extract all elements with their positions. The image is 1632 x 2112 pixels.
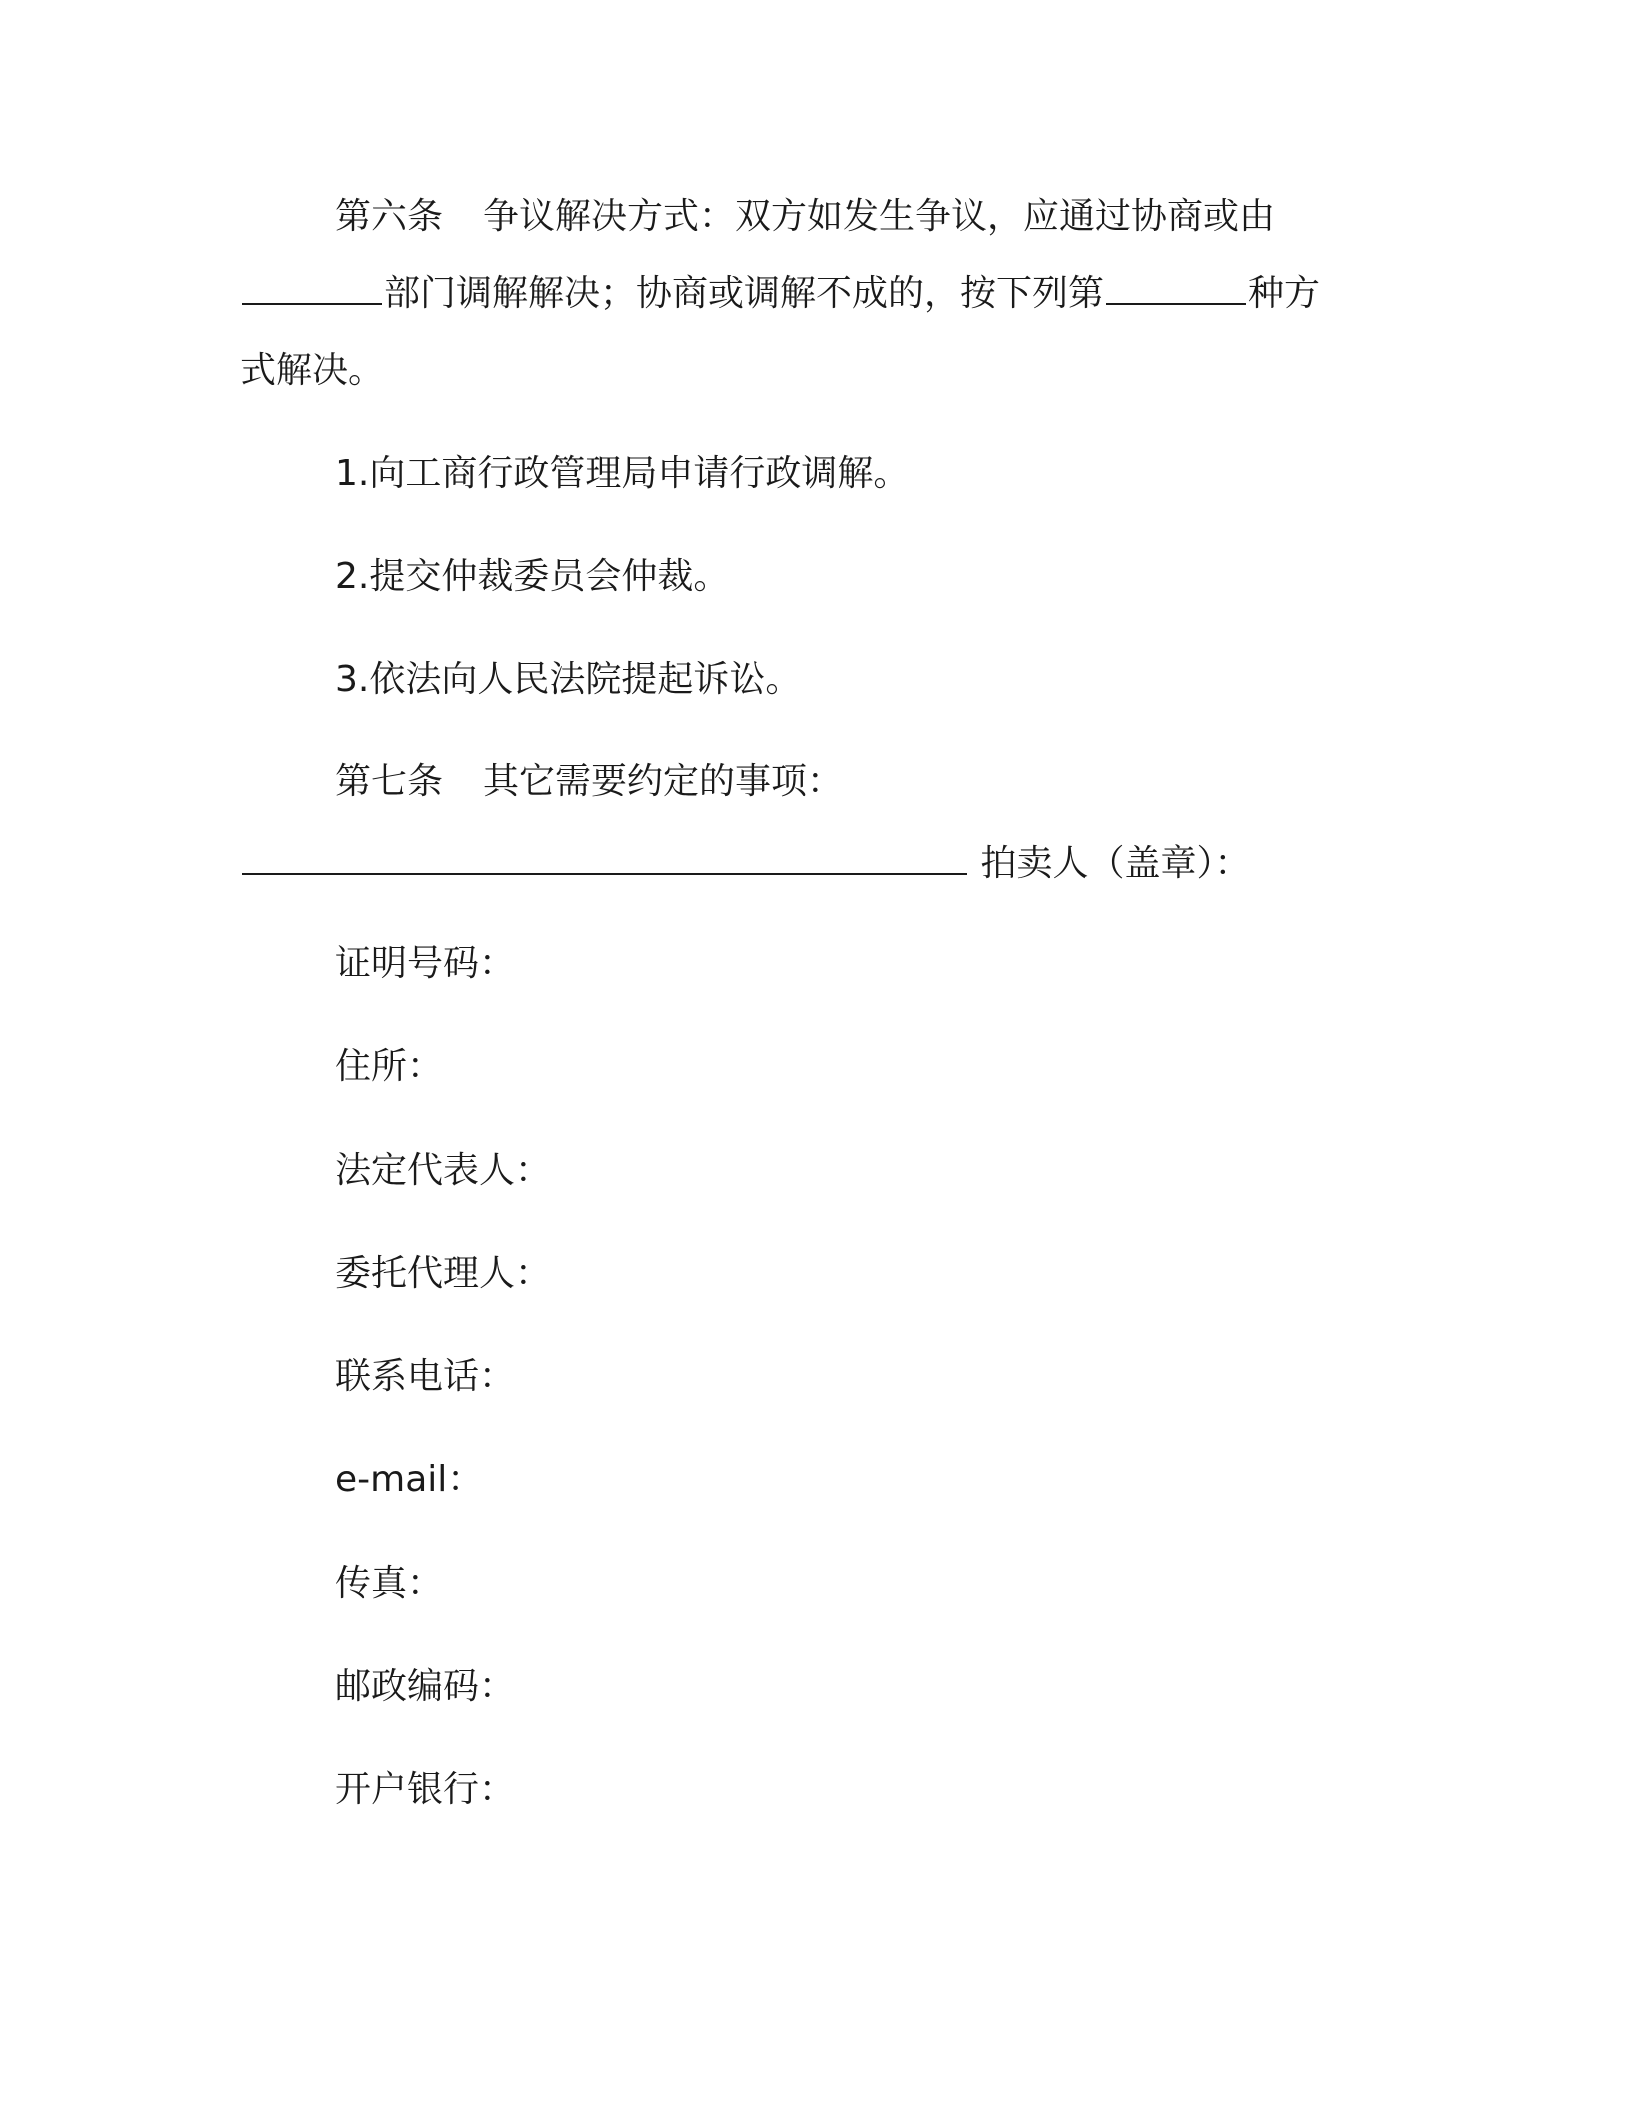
field-label: 住所： xyxy=(335,1046,444,1087)
article6-line3: 式解决。 xyxy=(240,350,385,391)
field-label: 联系电话： xyxy=(335,1356,516,1397)
article7-title: 第七条 xyxy=(335,761,444,802)
article6-line2-text-a: 部门调解解决；协商或调解不成的，按下列第 xyxy=(384,273,1105,314)
article6-title: 第六条 xyxy=(335,196,444,237)
article7-heading-line xyxy=(335,758,843,806)
other-matters-blank[interactable] xyxy=(242,843,967,875)
mediation-department-blank[interactable] xyxy=(242,273,382,305)
article7-fill-line xyxy=(240,840,1250,888)
field-label: 委托代理人： xyxy=(335,1253,552,1294)
field-label: 开户银行： xyxy=(335,1769,516,1810)
article7-text: 其它需要约定的事项： xyxy=(483,761,844,802)
article6-line2 xyxy=(240,270,1320,318)
field-label: e-mail： xyxy=(335,1459,484,1500)
field-label: 证明号码： xyxy=(335,943,516,984)
option-item: 1.向工商行政管理局申请行政调解。 xyxy=(335,453,910,494)
field-label: 邮政编码： xyxy=(335,1666,516,1707)
field-label: 传真： xyxy=(335,1563,444,1604)
option-item: 3.依法向人民法院提起诉讼。 xyxy=(335,659,802,700)
field-label: 法定代表人： xyxy=(335,1150,552,1191)
auctioneer-label: 拍卖人（盖章）： xyxy=(980,843,1251,884)
article6-heading-line xyxy=(335,193,1275,241)
article6-line2-text-b: 种方 xyxy=(1248,273,1321,314)
option-item: 2.提交仲裁委员会仲裁。 xyxy=(335,556,730,597)
article6-line1: 争议解决方式：双方如发生争议，应通过协商或由 xyxy=(483,196,1276,237)
resolution-method-blank[interactable] xyxy=(1106,273,1246,305)
